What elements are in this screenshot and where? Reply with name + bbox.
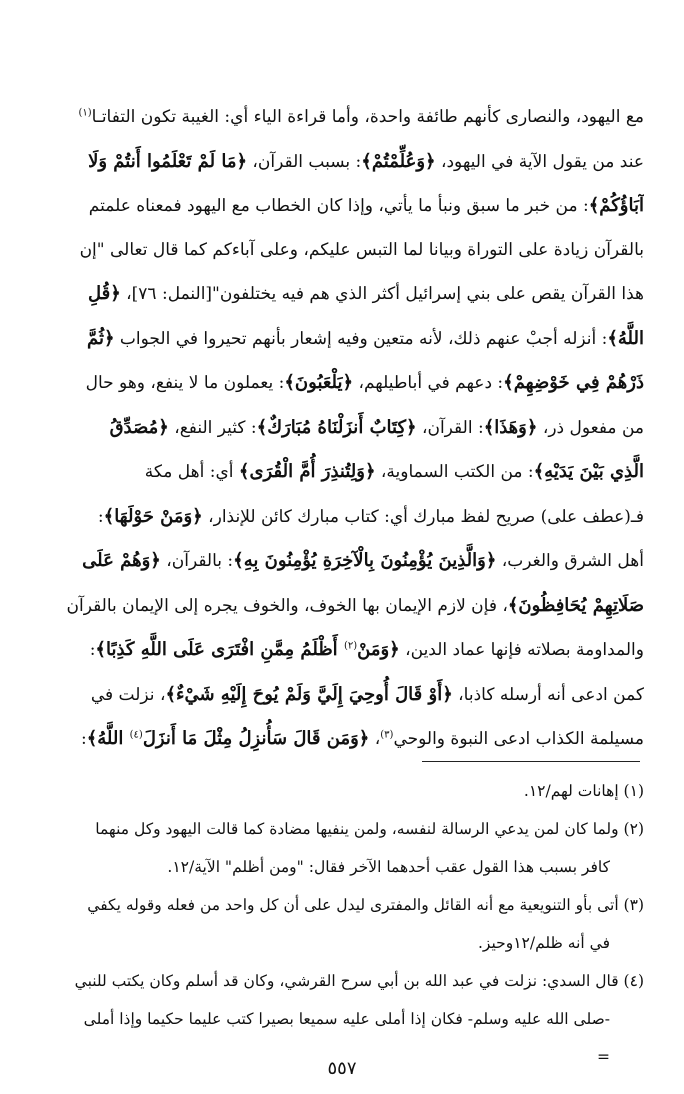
footnote-line: -صلى الله عليه وسلم- فكان إذا أملى عليه سميعا بصيرا كتب عليما حكيما وإذا أملى bbox=[83, 1010, 610, 1028]
footnote-line: = bbox=[597, 1048, 610, 1066]
text-segment: : من الكتب السماوية، bbox=[375, 462, 534, 482]
text-segment: : أنزله أجبْ عنهم ذلك، لأنه متعين وفيه إشعار بأنهم تحيروا في الجواب bbox=[114, 328, 608, 349]
quran-quote: أَظْلَمُ مِمَّنِ افْتَرَى عَلَى اللَّهِ كَذِبًا﴾ bbox=[95, 639, 344, 660]
quran-quote: ﴿وَالَّذِينَ يُؤْمِنُونَ بِالْآخِرَةِ يُؤْمِنُونَ بِهِ﴾ bbox=[233, 550, 497, 571]
text-line bbox=[44, 317, 644, 362]
footnote bbox=[40, 772, 644, 810]
quran-quote: الَّذِي بَيْنَ يَدَيْهِ﴾ bbox=[533, 461, 644, 482]
main-text bbox=[44, 96, 644, 762]
page-number: ٥٥٧ bbox=[327, 1058, 357, 1079]
text-segment: من مفعول ذر، bbox=[537, 417, 644, 438]
quran-quote: ﴿وَمَنْ bbox=[357, 639, 400, 660]
text-line bbox=[44, 406, 644, 451]
text-line bbox=[44, 539, 644, 584]
text-segment: ، نزلت في bbox=[90, 684, 166, 705]
text-line bbox=[44, 272, 644, 317]
quran-quote: ﴿وَمَن قَالَ سَأُنزِلُ مِثْلَ مَا أَنزَلَ bbox=[142, 728, 370, 749]
text-segment: : بسبب القرآن، bbox=[247, 151, 362, 172]
footnote-line: (٤) قال السدي: نزلت في عبد الله بن أبي سرح القرشي، وكان قد أسلم وكان يكتب للنبي bbox=[74, 972, 644, 990]
text-line bbox=[44, 450, 644, 495]
text-line bbox=[44, 229, 644, 273]
text-segment: : من خبر ما سبق ونبأ ما يأتي، وإذا كان الخطاب مع اليهود فمعناه علمتم bbox=[88, 196, 589, 216]
text-line bbox=[44, 673, 644, 718]
quran-quote: ﴿مُصَدِّقُ bbox=[109, 416, 169, 438]
text-segment: أهل الشرق والغرب، bbox=[496, 551, 644, 571]
quran-quote: ﴿وَلِتُنذِرَ أُمَّ الْقُرَى﴾ bbox=[238, 461, 376, 482]
footnote-line: (٢) ولما كان لمن يدعي الرسالة لنفسه، ولمن ينفيها مضادة كما قالت اليهود وكل منهما bbox=[95, 820, 644, 838]
text-line bbox=[44, 184, 644, 229]
quran-quote: ﴿وَعُلِّمْتُمْ﴾ bbox=[361, 150, 436, 172]
text-segment: مع اليهود، والنصارى كأنهم طائفة واحدة، وأما قراءة الياء أي: الغيبة تكون التفاتـا bbox=[91, 107, 644, 127]
quran-quote: ﴿يَلْعَبُونَ﴾ bbox=[284, 372, 354, 393]
text-segment: هذا القرآن يقص على بني إسرائيل أكثر الذي هم فيه يختلفون"[النمل: ٧٦]، bbox=[120, 284, 644, 304]
text-segment: : bbox=[80, 729, 87, 749]
text-segment: : دعهم في أباطيلهم، bbox=[353, 373, 504, 393]
footnote-line: في أنه ظلم/١٢وحيز. bbox=[477, 934, 610, 952]
quran-quote: ﴿وَمَنْ حَوْلَهَا﴾ bbox=[103, 505, 203, 527]
text-segment: كمن ادعى أنه أرسله كاذبا، bbox=[452, 684, 644, 705]
text-line bbox=[44, 628, 644, 673]
quran-quote: ﴿قُلِ bbox=[87, 283, 121, 304]
footnote-marker: (٤) bbox=[129, 729, 143, 741]
text-line bbox=[44, 96, 644, 140]
quran-quote: ﴿أَوْ قَالَ أُوحِيَ إِلَيَّ وَلَمْ يُوحَ إِلَيْهِ شَيْءٌ﴾ bbox=[165, 683, 453, 705]
footnote bbox=[40, 810, 644, 886]
text-segment: بالقرآن زيادة على التوراة وبيانا لما التبس عليكم، وعلى آباءكم كما قال تعالى "إن bbox=[79, 239, 644, 260]
quran-quote: اللَّهُ﴾ bbox=[86, 728, 130, 749]
text-segment: أي: أهل مكة bbox=[144, 462, 239, 482]
text-segment: مسيلمة الكذاب ادعى النبوة والوحي bbox=[393, 729, 644, 749]
footnote-separator bbox=[422, 761, 640, 762]
quran-quote: ﴿وَهَذَا﴾ bbox=[483, 416, 538, 438]
text-segment: ، فإن لازم الإيمان بها الخوف، والخوف يجره إلى الإيمان بالقرآن bbox=[66, 595, 508, 616]
text-line bbox=[44, 495, 644, 540]
footnote bbox=[40, 886, 644, 962]
footnote-marker: (١) bbox=[78, 107, 92, 119]
quran-quote: ﴿مَا لَمْ تَعْلَمُوا أَنتُمْ وَلَا bbox=[88, 150, 248, 172]
text-line bbox=[44, 584, 644, 629]
quran-quote: اللَّهُ﴾ bbox=[607, 327, 644, 349]
text-line bbox=[44, 361, 644, 406]
text-segment: : يعملون ما لا ينفع، وهو حال bbox=[85, 373, 285, 393]
text-segment: : كثير النفع، bbox=[168, 417, 257, 438]
text-segment: فـ(عطف على) صريح لفظ مبارك أي: كتاب مبارك كائن للإنذار، bbox=[202, 506, 644, 527]
footnote-marker: (٣) bbox=[380, 729, 394, 741]
quran-quote: ذَرْهُمْ فِي خَوْضِهِمْ﴾ bbox=[503, 372, 644, 393]
text-segment: والمداومة بصلاته فإنها عماد الدين، bbox=[399, 640, 644, 660]
text-line bbox=[44, 717, 644, 762]
quran-quote: ﴿كِتَابٌ أَنزَلْنَاهُ مُبَارَكٌ﴾ bbox=[256, 416, 417, 438]
text-line bbox=[44, 140, 644, 185]
text-segment: : bbox=[97, 506, 104, 527]
footnotes bbox=[40, 772, 644, 1076]
text-segment: ، bbox=[369, 729, 381, 749]
text-segment: عند من يقول الآية في اليهود، bbox=[435, 151, 644, 172]
text-segment: : بالقرآن، bbox=[160, 551, 234, 571]
quran-quote: آبَاؤُكُمْ﴾ bbox=[588, 195, 644, 216]
footnote-marker: (٢) bbox=[343, 640, 358, 652]
footnote-line: كافر بسبب هذا القول عقب أحدهما الآخر فقال: "ومن أظلم" الآية/١٢. bbox=[167, 858, 610, 876]
text-segment: : القرآن، bbox=[416, 417, 484, 438]
text-segment: : bbox=[89, 640, 96, 660]
quran-quote: صَلَاتِهِمْ يُحَافِظُونَ﴾ bbox=[507, 594, 644, 616]
quran-quote: ﴿وَهُمْ عَلَى bbox=[82, 550, 161, 571]
quran-quote: ﴿ثُمَّ bbox=[86, 327, 115, 349]
footnote-line: (٣) أتى بأو التنويعية مع أنه القائل والمفترى ليدل على أن كل واحد من فعله وقوله يكفي bbox=[87, 896, 644, 914]
footnote-line: (١) إهانات لهم/١٢. bbox=[523, 782, 644, 800]
